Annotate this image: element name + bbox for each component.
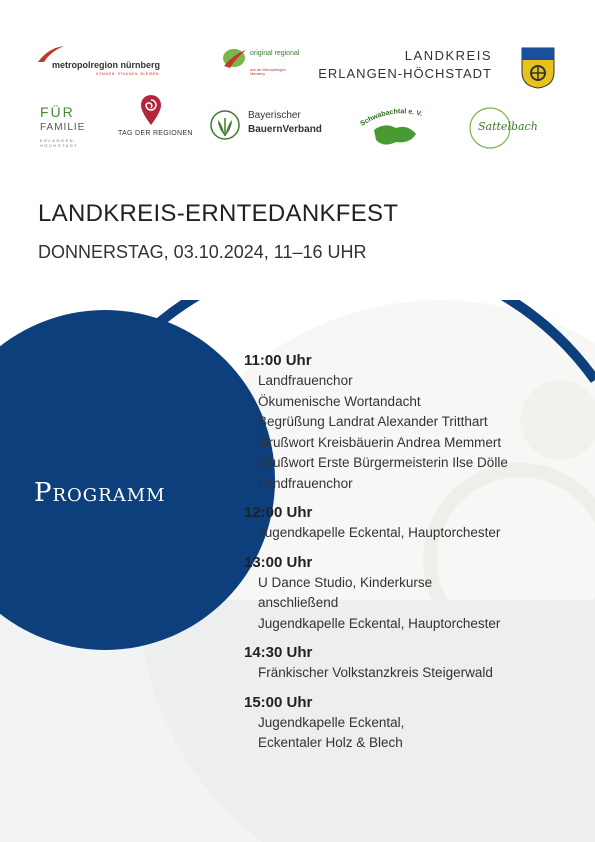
metropolregion-name: metropolregion nürnberg: [52, 60, 160, 70]
schedule-time: 14:30 Uhr: [244, 644, 313, 661]
fuer-familie-line3: ERLANGEN-HÖCHSTADT: [40, 138, 79, 148]
schedule-item: Jugendkapelle Eckental, Hauptorchester: [258, 525, 501, 540]
tag-der-regionen-name: TAG DER REGIONEN: [118, 130, 193, 137]
landkreis-line1: LANDKREIS: [404, 48, 492, 63]
original-regional-logo: [220, 46, 300, 90]
schedule-item: anschließend: [258, 595, 339, 610]
fuer-familie-logo: [36, 104, 96, 148]
schedule-time: 11:00 Uhr: [244, 352, 312, 369]
schedule-item: Jugendkapelle Eckental,: [258, 714, 405, 730]
event-date: DONNERSTAG, 03.10.2024, 11–16 UHR: [38, 242, 367, 262]
schedule-item: Ökumenische Wortandacht: [258, 393, 421, 409]
tag-der-regionen-logo: [116, 94, 193, 144]
schwabachtal-name: Schwabachtal e. V.: [359, 108, 424, 128]
original-regional-tagline: aus der Metropolregion Nürnberg: [250, 68, 286, 76]
page-title: LANDKREIS-ERNTEDANKFEST: [38, 200, 399, 227]
schedule-item: Jugendkapelle Eckental, Hauptorchester: [258, 615, 501, 631]
schedule-time: 13:00 Uhr: [244, 553, 313, 571]
schedule-item: Fränkischer Volkstanzkreis Steigerwald: [258, 665, 493, 680]
schedule-item: Landfrauenchor: [258, 475, 353, 491]
schedule-item: Grußwort Erste Bürgermeisterin Ilse Dölle: [258, 455, 508, 470]
schedule-time: 15:00 Uhr: [244, 693, 313, 711]
svg-text:Schwabachtal e. V.: [359, 108, 423, 127]
schedule-item: Grußwort Kreisbäuerin Andrea Memmert: [258, 434, 502, 450]
schedule-block: [244, 692, 574, 754]
coat-of-arms-icon: [520, 46, 556, 90]
program-schedule: [244, 350, 574, 762]
schedule-item: U Dance Studio, Kinderkurse: [258, 574, 433, 590]
sattelbach-logo: [464, 104, 548, 152]
schedule-block: [244, 502, 574, 544]
programm-heading: Programm: [34, 478, 166, 508]
leaf-icon: [210, 110, 240, 140]
schedule-block: [244, 350, 574, 494]
metropolregion-logo: [36, 44, 176, 78]
original-regional-name: original regional: [250, 50, 300, 57]
original-regional-mark-icon: [220, 46, 248, 72]
sattelbach-name: Sattelbach: [478, 120, 538, 133]
location-pin-icon: [138, 94, 164, 126]
landkreis-logo: [318, 44, 558, 94]
schedule-block: [244, 642, 574, 684]
bauernverband-line2: BauernVerband: [248, 124, 322, 135]
schedule-item: Landfrauenchor: [258, 373, 353, 388]
schedule-block: [244, 552, 574, 635]
schedule-time: 12:00 Uhr: [244, 504, 313, 521]
fuer-familie-line2: FAMILIE: [40, 122, 86, 133]
schwabachtal-logo: [356, 104, 436, 152]
schedule-item: Eckentaler Holz & Blech: [258, 735, 403, 750]
fuer-familie-line1: FÜR: [40, 104, 75, 120]
bauernverband-line1: Bayerischer: [248, 110, 301, 121]
metropolregion-tagline: KOMMEN. STAUNEN. BLEIBEN.: [96, 72, 161, 76]
schedule-item: Begrüßung Landrat Alexander Tritthart: [258, 414, 488, 429]
bauernverband-logo: [208, 108, 336, 144]
schwabachtal-map-icon: [356, 104, 436, 152]
landkreis-line2: ERLANGEN-HÖCHSTADT: [318, 66, 492, 81]
